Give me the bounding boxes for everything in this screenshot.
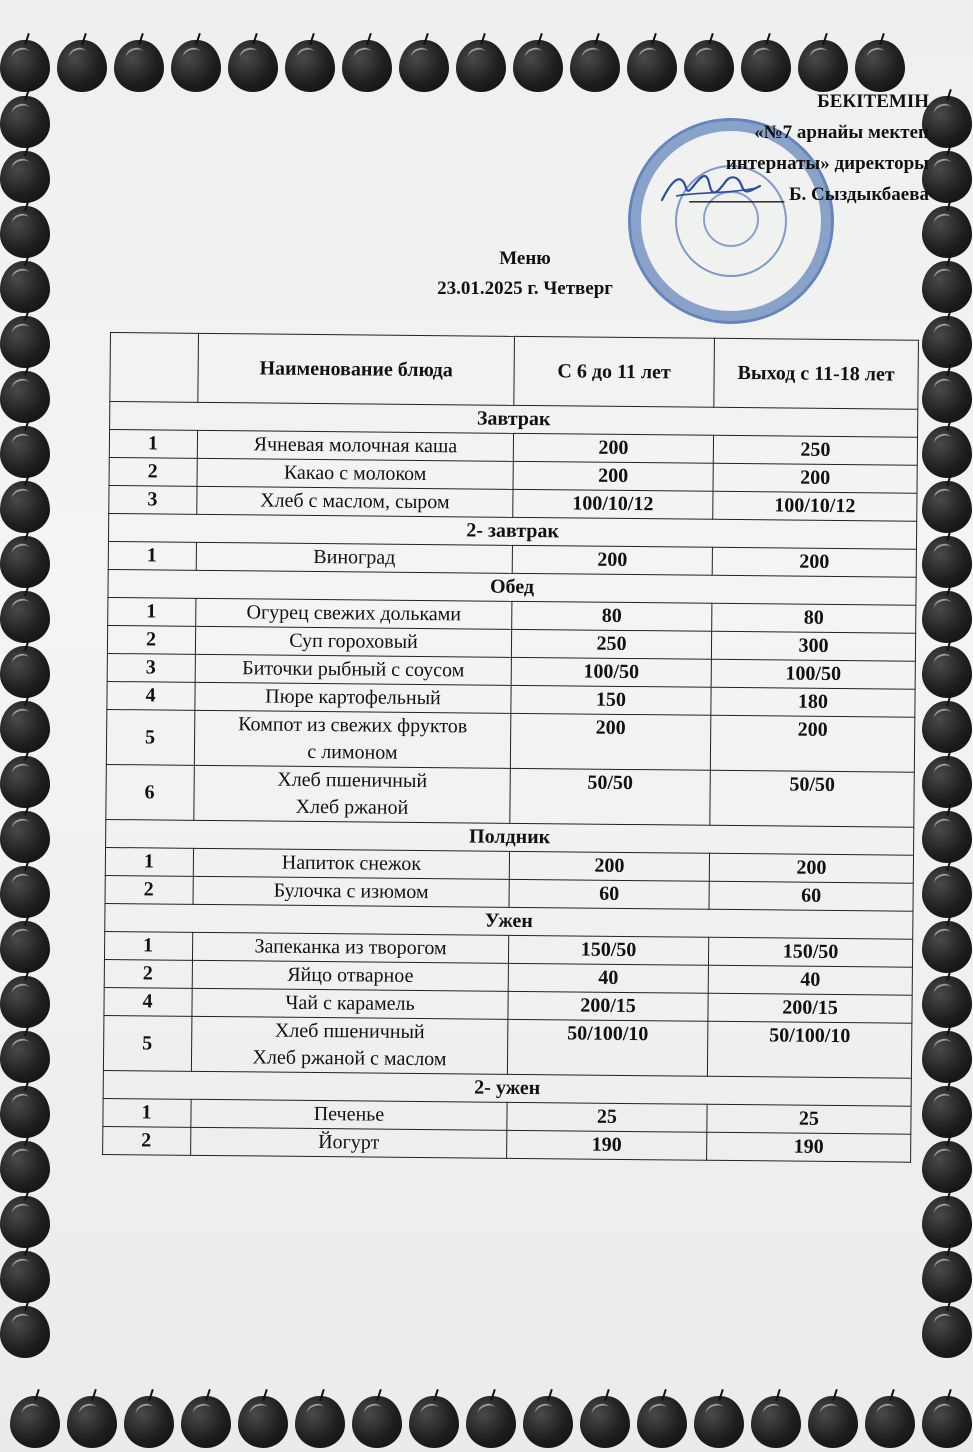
apple-icon (0, 1196, 50, 1248)
apple-icon (570, 40, 620, 92)
section-title: Обед (108, 569, 916, 605)
approval-line-1: «№7 арнайы мектеп (754, 122, 929, 143)
row-number: 3 (107, 653, 195, 682)
portion-age-11-18: 200 (710, 715, 915, 772)
apple-icon (0, 206, 50, 258)
dish-name-line: Запеканка из творогом (254, 935, 447, 960)
row-number: 1 (105, 847, 193, 876)
header-dish: Наименование блюда (198, 333, 515, 405)
apple-icon (798, 40, 848, 92)
signer-name: Б. Сыздыкбаева (788, 184, 929, 205)
apple-icon (922, 701, 972, 753)
portion-age-6-11: 50/50 (510, 768, 711, 825)
dish-name-line: Суп гороховый (289, 629, 418, 653)
table-row (103, 1015, 911, 1078)
apple-icon (922, 481, 972, 533)
apple-icon (114, 40, 164, 92)
apple-icon (0, 371, 50, 423)
dish-name (195, 626, 511, 657)
apple-icon (741, 40, 791, 92)
apple-icon (808, 1396, 858, 1448)
apple-icon (855, 40, 905, 92)
approval-heading: БЕКІТЕМІН (817, 91, 929, 112)
apple-icon (922, 591, 972, 643)
apple-icon (922, 921, 972, 973)
section-title: 2- завтрак (108, 513, 916, 549)
dish-name-line: Хлеб пшеничный (277, 768, 428, 793)
table-row (106, 709, 914, 772)
apple-icon (0, 1251, 50, 1303)
dish-name-line: с лимоном (307, 740, 398, 764)
apple-icon (0, 811, 50, 863)
apple-icon (10, 1396, 60, 1448)
section-title: 2- ужен (103, 1070, 911, 1106)
portion-age-11-18: 25 (707, 1104, 911, 1134)
apple-icon (627, 40, 677, 92)
apple-icon (352, 1396, 402, 1448)
apple-icon (922, 426, 972, 478)
portion-age-6-11: 200 (512, 545, 712, 575)
apple-icon (751, 1396, 801, 1448)
dish-name-line: Чай с карамель (285, 991, 415, 1015)
apple-icon (0, 1141, 50, 1193)
menu-date: 23.01.2025 г. Четверг (437, 278, 613, 299)
dish-name (191, 1127, 507, 1158)
dish-name-line: Хлеб ржаной с маслом (252, 1046, 447, 1071)
row-number: 2 (103, 1126, 191, 1155)
apple-icon (466, 1396, 516, 1448)
portion-age-6-11: 40 (508, 963, 708, 993)
apple-icon (0, 921, 50, 973)
portion-age-11-18: 100/50 (711, 659, 915, 689)
apple-icon (922, 976, 972, 1028)
apple-icon (922, 1251, 972, 1303)
apple-icon (0, 976, 50, 1028)
dish-name-line: Ячневая молочная каша (253, 433, 458, 458)
dish-name (193, 848, 509, 879)
apple-icon (399, 40, 449, 92)
portion-age-6-11: 200/15 (508, 991, 708, 1021)
apple-icon (0, 536, 50, 588)
apple-icon (637, 1396, 687, 1448)
section-title: Завтрак (110, 402, 918, 438)
apple-icon (523, 1396, 573, 1448)
portion-age-6-11: 250 (511, 629, 711, 659)
dish-name (197, 458, 513, 489)
dish-name-line: Огурец свежих дольками (246, 601, 462, 626)
header-number (110, 333, 199, 403)
portion-age-6-11: 100/10/12 (513, 489, 713, 519)
dish-name-line: Биточки рыбный с соусом (242, 657, 465, 682)
apple-icon (295, 1396, 345, 1448)
portion-age-6-11: 200 (509, 851, 709, 881)
menu-table-body (103, 402, 918, 1163)
row-number: 4 (104, 987, 192, 1016)
dish-name (195, 682, 511, 713)
row-number: 2 (109, 457, 197, 486)
portion-age-11-18: 190 (707, 1132, 911, 1162)
table-row (106, 764, 914, 827)
portion-age-11-18: 60 (709, 881, 913, 911)
section-title: Ужен (105, 903, 913, 939)
apple-icon (922, 96, 972, 148)
menu-heading: Меню (499, 248, 551, 269)
apple-icon (922, 1196, 972, 1248)
apple-icon (922, 646, 972, 698)
dish-name-line: Какао с молоком (283, 461, 427, 486)
dish-name (197, 486, 513, 517)
menu-table (102, 332, 919, 1163)
portion-age-6-11: 50/100/10 (507, 1019, 708, 1076)
apple-icon (694, 1396, 744, 1448)
apple-icon (922, 151, 972, 203)
header-age-11-18: Выход с 11-18 лет (714, 338, 919, 409)
dish-name (192, 960, 508, 991)
apple-icon (922, 1396, 972, 1448)
portion-age-6-11: 60 (509, 879, 709, 909)
apple-icon (0, 151, 50, 203)
row-number: 5 (103, 1015, 192, 1071)
dish-name-line: Хлеб пшеничный (274, 1019, 425, 1044)
header-age-6-11: С 6 до 11 лет (514, 336, 715, 407)
row-number: 6 (106, 764, 195, 820)
dish-name (193, 876, 509, 907)
apple-icon (922, 1086, 972, 1138)
apple-icon (0, 316, 50, 368)
row-number: 1 (109, 430, 197, 459)
apple-icon (238, 1396, 288, 1448)
row-number: 5 (106, 709, 195, 765)
portion-age-11-18: 150/50 (708, 937, 912, 967)
apple-icon (0, 1031, 50, 1083)
apple-icon (922, 316, 972, 368)
apple-icon (409, 1396, 459, 1448)
apple-icon (0, 756, 50, 808)
apple-icon (67, 1396, 117, 1448)
row-number: 2 (107, 625, 195, 654)
dish-name (196, 542, 512, 573)
apple-icon (342, 40, 392, 92)
portion-age-6-11: 200 (513, 433, 713, 463)
approval-signer (599, 179, 929, 210)
dish-name-line: Хлеб ржаной (295, 795, 409, 819)
apple-icon (0, 646, 50, 698)
dish-name (192, 988, 508, 1019)
approval-line-2: интернаты» директоры (725, 153, 929, 174)
portion-age-6-11: 150/50 (508, 935, 708, 965)
portion-age-6-11: 200 (510, 713, 711, 770)
apple-icon (57, 40, 107, 92)
apple-icon (922, 811, 972, 863)
portion-age-11-18: 50/100/10 (707, 1021, 912, 1078)
row-number: 2 (105, 875, 193, 904)
dish-name-line: Хлеб с маслом, сыром (260, 489, 450, 514)
dish-name (191, 1016, 508, 1074)
portion-age-11-18: 250 (713, 435, 917, 465)
apple-icon (0, 591, 50, 643)
apple-icon (228, 40, 278, 92)
portion-age-11-18: 80 (712, 603, 916, 633)
apple-icon (0, 1306, 50, 1358)
dish-name-line: Компот из свежих фруктов (238, 713, 468, 738)
dish-name-line: Виноград (313, 545, 396, 569)
dish-name (192, 932, 508, 963)
dish-name-line: Печенье (313, 1102, 385, 1126)
dish-name-line: Пюре картофельный (265, 685, 441, 710)
apple-icon (922, 261, 972, 313)
apple-icon (922, 756, 972, 808)
apple-icon (171, 40, 221, 92)
portion-age-6-11: 100/50 (511, 657, 711, 687)
portion-age-11-18: 200/15 (708, 993, 912, 1023)
table-header-row (110, 333, 919, 410)
row-number: 1 (108, 597, 196, 626)
portion-age-11-18: 200 (709, 853, 913, 883)
section-title: Полдник (106, 819, 914, 855)
apple-icon (580, 1396, 630, 1448)
portion-age-11-18: 300 (711, 631, 915, 661)
apple-icon (922, 1306, 972, 1358)
apple-icon (0, 1086, 50, 1138)
dish-name (194, 765, 511, 823)
menu-title (380, 244, 670, 304)
apple-icon (181, 1396, 231, 1448)
apple-icon (0, 701, 50, 753)
apple-icon (0, 40, 50, 92)
row-number: 2 (104, 959, 192, 988)
apple-icon (865, 1396, 915, 1448)
row-number: 4 (107, 681, 195, 710)
portion-age-11-18: 200 (712, 547, 916, 577)
dish-name-line: Яйцо отварное (287, 963, 414, 987)
dish-name-line: Йогурт (318, 1131, 380, 1154)
portion-age-6-11: 200 (513, 461, 713, 491)
portion-age-6-11: 25 (507, 1102, 707, 1132)
portion-age-6-11: 150 (511, 685, 711, 715)
approval-block (599, 86, 929, 210)
dish-name (195, 654, 511, 685)
apple-icon (922, 1141, 972, 1193)
dish-name (194, 710, 511, 768)
apple-icon (513, 40, 563, 92)
portion-age-6-11: 80 (512, 601, 712, 631)
apple-icon (922, 536, 972, 588)
portion-age-11-18: 180 (711, 687, 915, 717)
portion-age-11-18: 200 (713, 463, 917, 493)
portion-age-11-18: 100/10/12 (713, 491, 917, 521)
row-number: 1 (104, 931, 192, 960)
apple-icon (456, 40, 506, 92)
portion-age-11-18: 40 (708, 965, 912, 995)
dish-name (191, 1099, 507, 1130)
apple-icon (285, 40, 335, 92)
dish-name (197, 430, 513, 461)
portion-age-6-11: 190 (507, 1130, 707, 1160)
row-number: 1 (108, 541, 196, 570)
dish-name (196, 598, 512, 629)
apple-icon (0, 261, 50, 313)
dish-name-line: Булочка с изюмом (273, 879, 429, 904)
apple-icon (124, 1396, 174, 1448)
apple-icon (922, 1031, 972, 1083)
row-number: 1 (103, 1098, 191, 1127)
apple-icon (0, 866, 50, 918)
dish-name-line: Напиток снежок (281, 851, 422, 876)
apple-icon (684, 40, 734, 92)
apple-icon (922, 371, 972, 423)
apple-icon (922, 866, 972, 918)
row-number: 3 (109, 485, 197, 514)
apple-icon (922, 206, 972, 258)
apple-icon (0, 96, 50, 148)
apple-icon (0, 426, 50, 478)
apple-icon (0, 481, 50, 533)
signature-line: __________ (689, 184, 785, 205)
portion-age-11-18: 50/50 (710, 770, 915, 827)
